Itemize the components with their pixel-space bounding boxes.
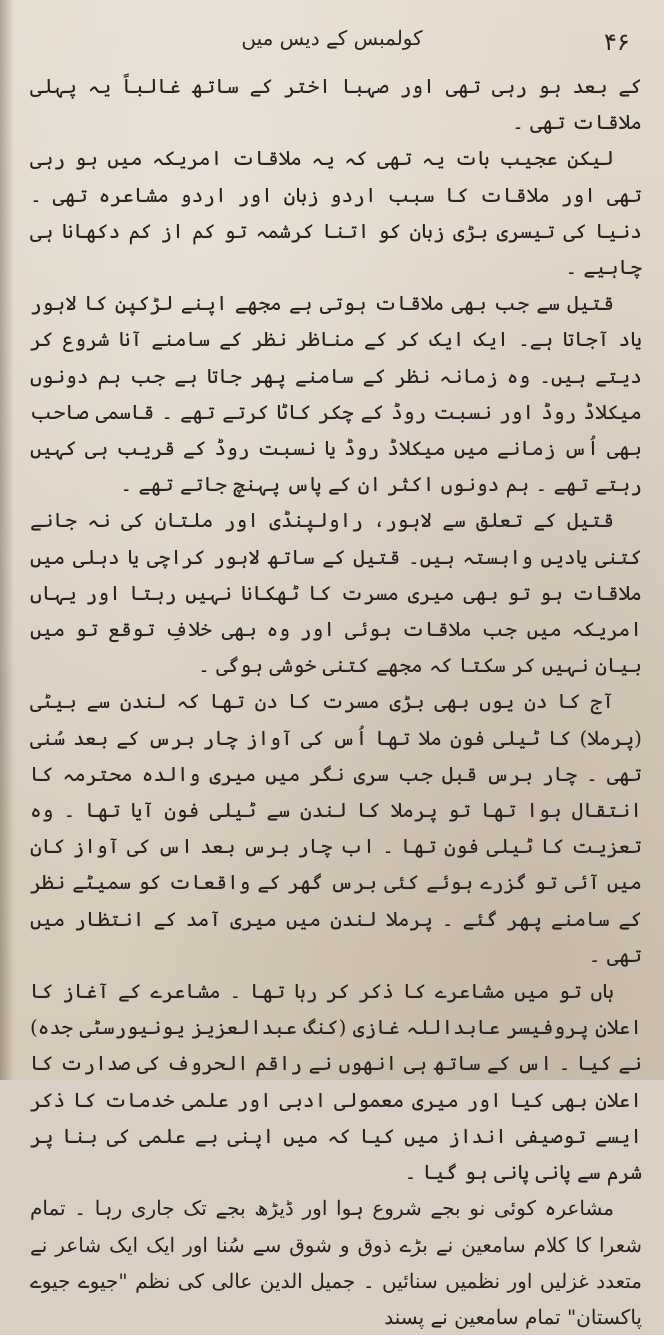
- paragraph: کے بعد ہو رہی تھی اور صہبا اختر کے ساتھ غالباً یہ پہلی ملاقات تھی ۔: [30, 74, 642, 135]
- paragraph: قتیل کے تعلق سے لاہور، راولپنڈی اور ملتان کی نہ جانے کتنی یادیں وابستہ ہیں۔ قتیل کے ساتھ لاہور کراچی یا دہلی میں ملاقات ہو تو بھی میری مسرت کا ٹھکانا نہیں رہتا اور یہاں امریکہ میں جب ملاقات ہوئی اور وہ بھی خلافِ توقع تو میں بیان نہیں کر سکتا کہ مجھے کتنی خوشی ہوگی ۔: [30, 508, 642, 678]
- running-title: کولمبس کے دیس میں: [241, 26, 423, 50]
- paragraph: لیکن عجیب بات یہ تھی کہ یہ ملاقات امریکہ میں ہو رہی تھی اور ملاقات کا سبب اردو زبان اور اردو مشاعرہ تھی ۔ دنیا کی تیسری بڑی زبان کو اتنا کرشمہ تو کم از کم دکھانا ہی چاہیے ۔: [30, 146, 642, 280]
- running-header: [0, 18, 664, 62]
- paragraph: آج کا دن یوں بھی بڑی مسرت کا دن تھا کہ لندن سے بیٹی (پرملا) کا ٹیلی فون ملا تھا اُس کی آواز چار برس کے بعد سُنی تھی ۔ چار برس قبل جب سری نگر میں میری والدہ محترمہ کا انتقال ہوا تھا تو پرملا کا لندن سے ٹیلی فون آیا تھا ۔ وہ تعزیت کا ٹیلی فون تھا ۔ اب چار برس بعد اس کی آواز کان میں آئی تو گزرے ہوئے کئی برس گھر کے واقعات کو سمیٹے نظر کے سامنے پھر گئے ۔ پرملا لندن میں میری آمد کے انتظار میں تھی ۔: [30, 689, 642, 967]
- page-number: ۴۶: [604, 28, 630, 56]
- paragraph: ہاں تو میں مشاعرے کا ذکر کر رہا تھا ۔ مشاعرے کے آغاز کا اعلان پروفیسر عابداللہ غازی (کنگ عبدالعزیز یونیورسٹی جدہ) نے کیا ۔ اس کے ساتھ ہی انھوں نے راقم الحروف کی صدارت کا اعلان بھی کیا اور میری معمولی ادبی اور علمی خدمات کا ذکر ایسے توصیفی انداز میں کیا کہ میں اپنی بے علمی کی بنا پر شرم سے پانی پانی ہو گیا ۔: [30, 979, 642, 1185]
- page-edge-shadow: [0, 0, 14, 1080]
- paragraph: قتیل سے جب بھی ملاقات ہوتی ہے مجھے اپنے لڑکپن کا لاہور یاد آجاتا ہے۔ ایک ایک کر کے مناظر نظر کے سامنے آنا شروع کر دیتے ہیں۔ وہ زمانہ نظر کے سامنے پھر جاتا ہے جب ہم دونوں میکلاڈ روڈ اور نسبت روڈ کے چکر کاٹا کرتے تھے ۔ قاسمی صاحب بھی اُس زمانے میں میکلاڈ روڈ یا نسبت روڈ کے قریب ہی کہیں رہتے تھے ۔ ہم دونوں اکثر ان کے پاس پہنچ جاتے تھے ۔: [30, 291, 642, 497]
- paragraph: مشاعرہ کوئی نو بجے شروع ہوا اور ڈیڑھ بجے تک جاری رہا ۔ تمام شعرا کا کلام سامعین نے بڑے ذوق و شوق سے سُنا اور ایک ایک شاعر نے متعدد غزلیں اور نظمیں سنائیں ۔ جمیل الدین عالی کی نظم "جیوے جیوے پاکستان" تمام سامعین نے پسند: [30, 1196, 642, 1329]
- body-text: [30, 68, 642, 1329]
